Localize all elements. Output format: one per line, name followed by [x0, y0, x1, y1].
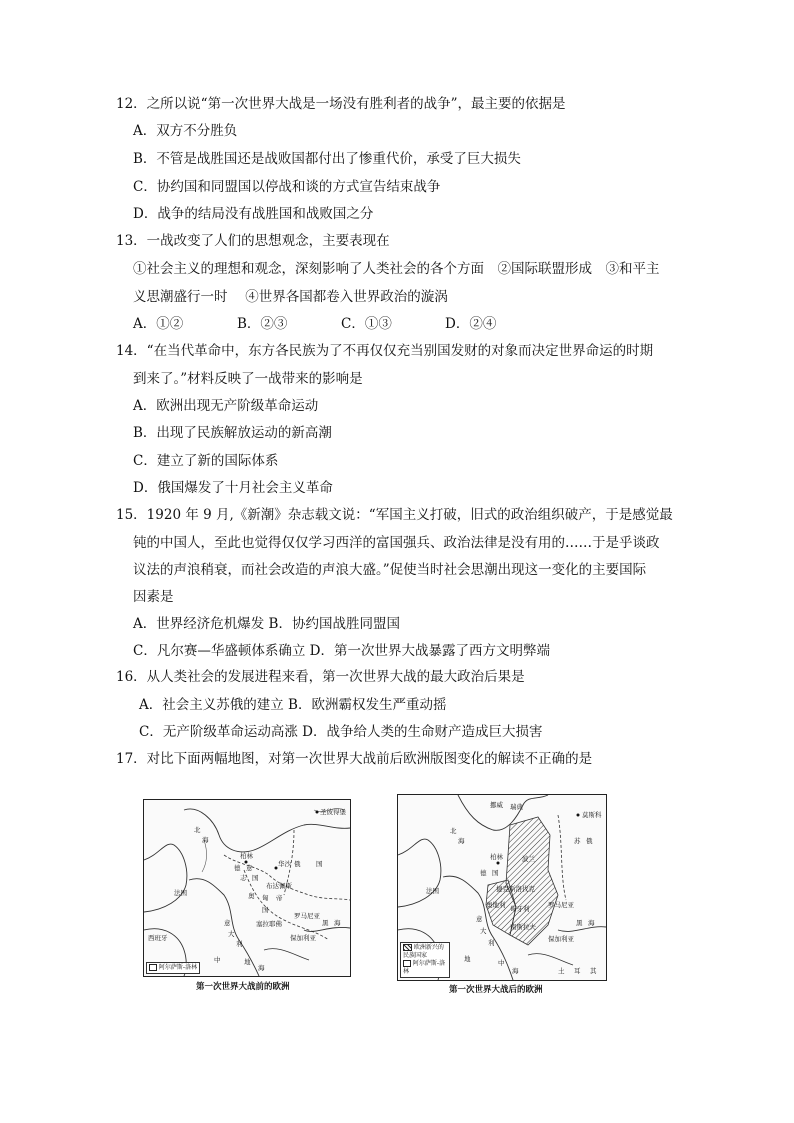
q16-options-ab: A．社会主义苏俄的建立 B．欧洲霸权发生严重动摇 — [139, 697, 447, 713]
map-before-label: 意 — [246, 864, 253, 872]
q15-options-cd: C．凡尔赛—华盛顿体系确立 D．第一次世界大战暴露了西方文明弊端 — [133, 643, 550, 659]
map-before-label: 俄 — [294, 860, 301, 868]
q13-options-row — [133, 315, 496, 333]
q13-statement-line-2: 义思潮盛行一时 ④世界各国都卷入世界政治的漩涡 — [133, 289, 448, 305]
map-before-label: 志 — [240, 874, 247, 882]
map-before-label: 国 — [252, 874, 259, 882]
map-before-label: 帝 — [276, 894, 283, 902]
map-before-caption: 第一次世界大战前的欧洲 — [196, 982, 290, 992]
map-after-label: 苏 — [574, 837, 581, 845]
map-before-label: 地 — [244, 958, 251, 966]
map-before-label: 罗马尼亚 — [294, 912, 320, 920]
map-after-label: 莫斯科 — [582, 811, 602, 819]
q17-stem: 17．对比下面两幅地图，对第一次世界大战前后欧洲版图变化的解读不正确的是 — [116, 751, 593, 767]
map-after-legend-item — [403, 960, 447, 976]
q14-option-c: C．建立了新的国际体系 — [133, 453, 279, 469]
map-after-label: 黑 — [576, 919, 583, 927]
map-before-label: 华沙 — [278, 860, 291, 868]
map-after-label: 其 — [590, 967, 597, 975]
map-before-legend — [146, 962, 200, 974]
q14-stem-line-1: 14．“在当代革命中，东方各民族为了不再仅仅充当别国发财的对象而决定世界命运的时期 — [116, 343, 654, 359]
map-after-label: 大 — [480, 927, 487, 935]
map-before-label: 匈 — [262, 894, 269, 902]
q14-option-d: D．俄国爆发了十月社会主义革命 — [133, 480, 333, 496]
map-before-label: 布达佩斯 — [266, 882, 292, 890]
map-before-label: 柏林 — [240, 852, 253, 860]
q13-option-a: A．①② — [133, 316, 184, 332]
map-after-label: 海 — [588, 919, 595, 927]
q15-stem-line-3: 议法的声浪稍衰，而社会改造的声浪大盛。”促使当时社会思潮出现这一变化的主要国际 — [133, 562, 647, 578]
q16-options-cd: C．无产阶级革命运动高涨 D．战争给人类的生命财产造成巨大损害 — [139, 724, 543, 740]
map-before-label: 保加利亚 — [290, 934, 316, 942]
map-after-label: 北 — [450, 827, 457, 835]
hatch-swatch-icon — [403, 944, 412, 951]
map-after-label: 保加利亚 — [548, 935, 574, 943]
map-after-label: 利 — [488, 939, 495, 947]
map-before-label: 海 — [258, 964, 265, 972]
map-after-caption: 第一次世界大战后的欧洲 — [449, 985, 543, 995]
map-after-label: 捷克斯洛伐克 — [496, 885, 535, 893]
map-after-label: 匈牙利 — [510, 905, 530, 913]
map-after-label: 奥地利 — [486, 901, 506, 909]
map-before-drawing — [144, 800, 350, 976]
map-before-label: 德 — [234, 864, 241, 872]
map-after-label: 海 — [458, 837, 465, 845]
map-after-label: 国 — [492, 869, 499, 877]
map-before-label: 利 — [236, 940, 243, 948]
legend-swatch-icon — [149, 964, 157, 971]
map-after-label: 土 — [558, 967, 565, 975]
q13-option-d: D．②④ — [445, 316, 497, 332]
map-before-label: 圣彼得堡 — [320, 808, 346, 816]
map-after-label: 南斯拉夫 — [510, 923, 536, 931]
map-europe-after-wwi — [397, 794, 607, 981]
map-before-label: 海 — [334, 919, 341, 927]
map-after-legend-text-2: 阿尔萨斯-洛林 — [403, 960, 446, 975]
map-after-label: 海 — [512, 967, 519, 975]
q12-option-a: A．双方不分胜负 — [133, 123, 238, 139]
q15-options-ab: A．世界经济危机爆发 B．协约国战胜同盟国 — [133, 616, 400, 632]
map-after-label: 地 — [464, 955, 471, 963]
q15-stem-line-2: 钝的中国人，至此也觉得仅仅学习西洋的富国强兵、政治法律是没有用的……于是乎谈政 — [133, 535, 660, 551]
map-after-legend-text-1: 欧洲新兴的民族国家 — [403, 944, 444, 959]
q13-stem: 13．一战改变了人们的思想观念，主要表现在 — [116, 233, 390, 249]
map-before-label: 黑 — [322, 919, 329, 927]
q14-stem-line-2: 到来了。”材料反映了一战带来的影响是 — [133, 371, 363, 387]
map-before-label: 国 — [316, 860, 323, 868]
map-after-label: 波兰 — [522, 855, 535, 863]
map-after-legend — [400, 942, 450, 978]
q12-option-c: C．协约国和同盟国以停战和谈的方式宣告结束战争 — [133, 179, 441, 195]
q13-option-c: C．①③ — [341, 316, 392, 332]
map-after-label: 耳 — [574, 967, 581, 975]
map-after-label: 中 — [498, 959, 505, 967]
map-europe-before-wwi — [143, 799, 351, 977]
map-before-label: 海 — [202, 836, 209, 844]
map-before-legend-text: 阿尔萨斯-洛林 — [158, 964, 198, 971]
q16-stem: 16．从人类社会的发展进程来看，第一次世界大战的最大政治后果是 — [116, 669, 525, 685]
q13-option-b: B．②③ — [237, 316, 288, 332]
map-before-label: 奥 — [248, 892, 255, 900]
map-after-label: 罗马尼亚 — [548, 901, 574, 909]
q13-statement-line-1: ①社会主义的理想和观念，深刻影响了人类社会的各个方面 ②国际联盟形成 ③和平主 — [133, 261, 660, 277]
map-before-label: 中 — [214, 956, 221, 964]
map-before-label: 塞拉耶佛 — [256, 920, 282, 928]
map-after-label: 挪威 — [490, 801, 503, 809]
map-after-label: 瑞典 — [510, 803, 523, 811]
map-before-label: 北 — [194, 826, 201, 834]
q14-option-a: A．欧洲出现无产阶级革命运动 — [133, 398, 319, 414]
map-after-label: 意 — [476, 915, 483, 923]
legend-swatch-icon — [403, 960, 411, 967]
q15-stem-line-4: 因素是 — [133, 589, 174, 605]
map-after-legend-item — [403, 944, 447, 960]
q12-stem: 12．之所以说“第一次世界大战是一场没有胜利者的战争”，最主要的依据是 — [116, 96, 566, 112]
map-after-label: 俄 — [586, 837, 593, 845]
q14-option-b: B．出现了民族解放运动的新高潮 — [133, 425, 332, 441]
q15-stem-line-1: 15．1920 年 9 月,《新潮》杂志载文说：“军国主义打破，旧式的政治组织破产，于是感觉最 — [116, 507, 673, 523]
q12-option-d: D．战争的结局没有战胜国和战败国之分 — [133, 206, 374, 222]
q12-option-b: B．不管是战胜国还是战败国都付出了惨重代价，承受了巨大损失 — [133, 151, 521, 167]
map-before-label: 西班牙 — [148, 934, 168, 942]
map-before-label: 意 — [224, 919, 231, 927]
map-before-label: 法国 — [174, 889, 187, 897]
map-before-label: 国 — [262, 906, 269, 914]
map-after-label: 柏林 — [490, 853, 503, 861]
map-before-label: 大 — [228, 930, 235, 938]
map-after-label: 法国 — [426, 887, 439, 895]
map-after-label: 德 — [480, 869, 487, 877]
